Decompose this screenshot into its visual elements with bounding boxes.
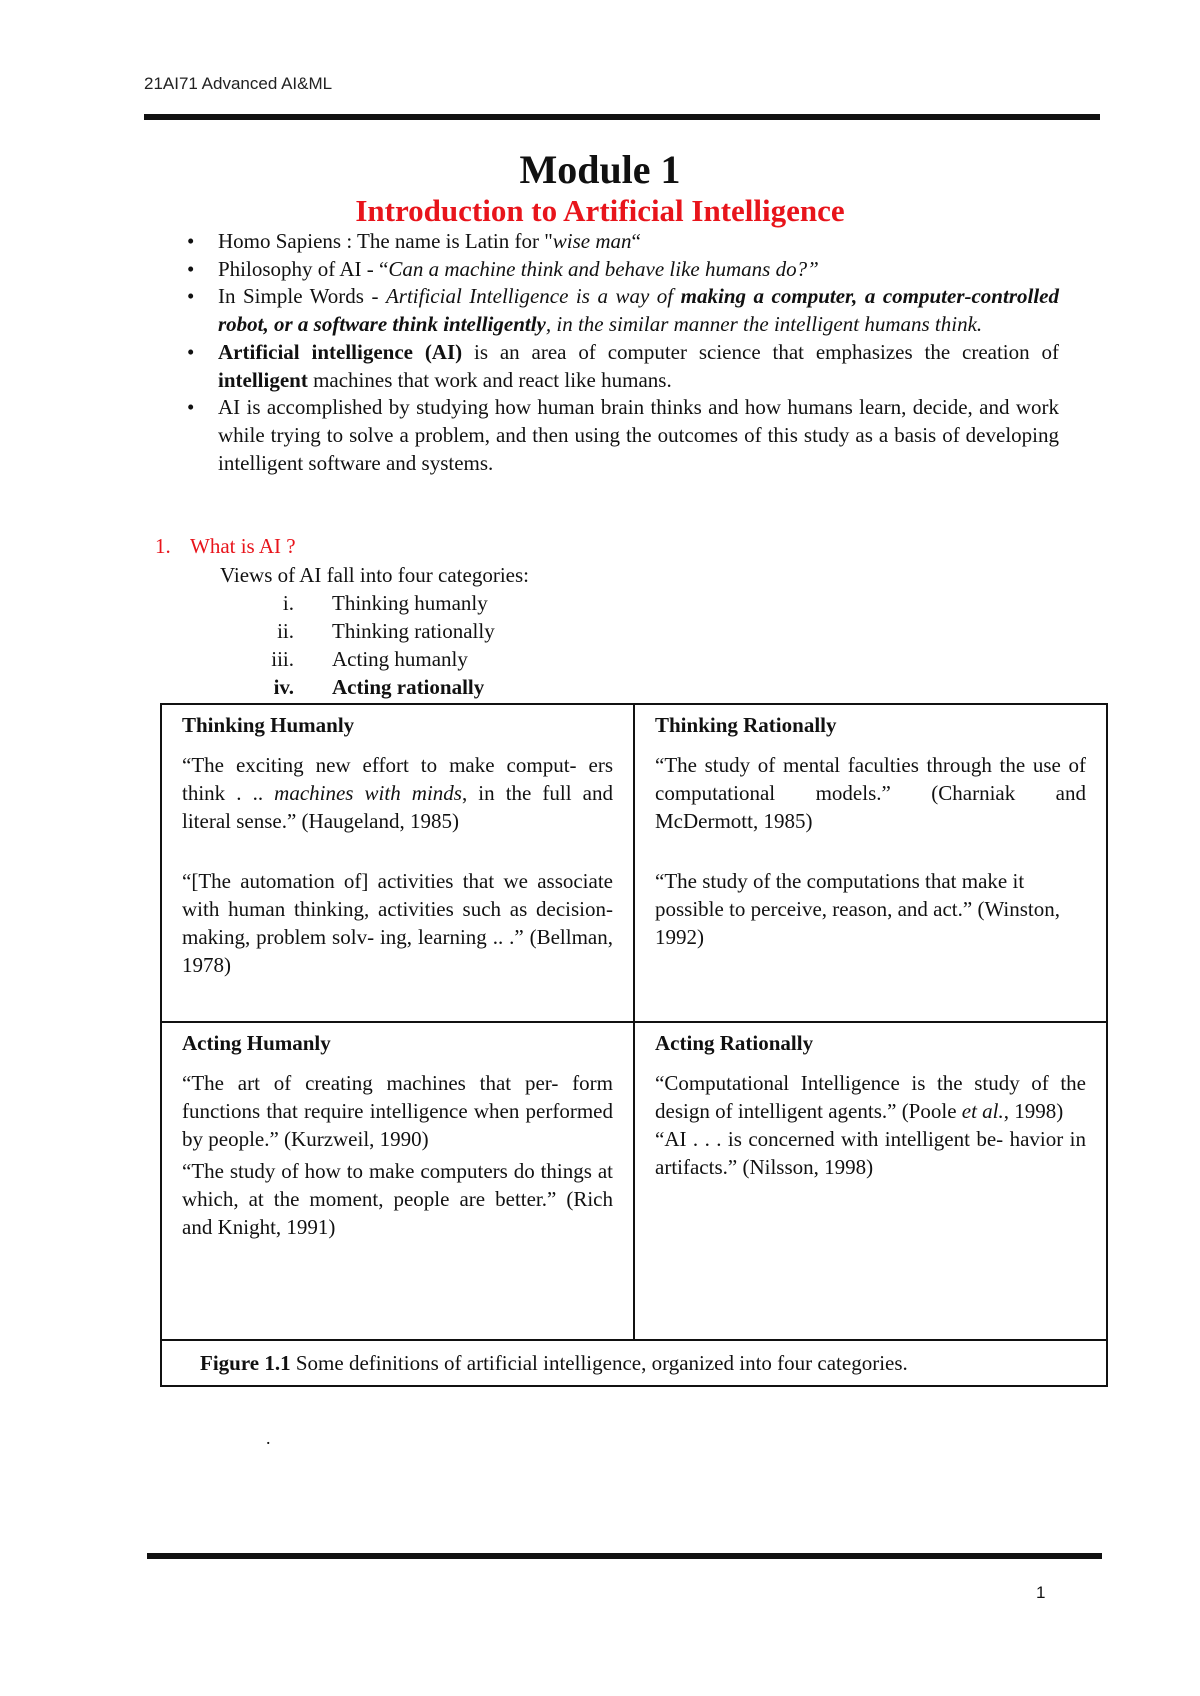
quote: “The study of mental faculties through the use of computational models.” (Charniak and McDermott, 1985) <box>655 753 1086 833</box>
quote: “The art of creating machines that per- form functions that require intelligence when performed by people.” (Kurzweil, 1990) <box>182 1071 613 1151</box>
bullet-philosophy: • Philosophy of AI - “Can a machine think and behave like humans do?” <box>187 256 1059 284</box>
cell-thinking-rationally: Thinking Rationally “The study of mental faculties through the use of computational models.” (Charniak and McDermott, 1985) “The study of the computations that make it possible to perceive, reason, and act.” (Winston, 1992) <box>634 704 1107 1022</box>
quote: “Computational Intelligence is the study of the design of intelligent agents.” (Poole et al., 1998) <box>655 1071 1086 1123</box>
figure-caption: Figure 1.1 Some definitions of artificial intelligence, organized into four categories. <box>161 1340 1107 1386</box>
section-intro: Views of AI fall into four categories: <box>220 563 529 587</box>
running-header: 21AI71 Advanced AI&ML <box>144 74 333 93</box>
quote: “The study of how to make computers do things at which, at the moment, people are better.” (Rich and Knight, 1991) <box>182 1159 613 1239</box>
category-item: ii. Thinking rationally <box>277 619 495 643</box>
quote: “AI . . . is concerned with intelligent be- havior in artifacts.” (Nilsson, 1998) <box>655 1127 1086 1179</box>
category-item: i. Thinking humanly <box>282 591 488 615</box>
cell-acting-humanly: Acting Humanly “The art of creating machines that per- form functions that require intelligence when performed by people.” (Kurzweil, 1990) “The study of how to make computers do things at which, at the moment, people are better.” (Rich and Knight, 1991) <box>161 1022 634 1340</box>
bullet-icon: • <box>187 339 195 364</box>
quote: “The exciting new effort to make comput- ers think . .. machines with minds, in the full and literal sense.” (Haugeland, 1985) <box>182 753 613 833</box>
cell-acting-rationally: Acting Rationally “Computational Intelligence is the study of the design of intelligent agents.” (Poole et al., 1998) “AI . . . is concerned with intelligent be- havior in artifacts.” (Nilsson, 1998) <box>634 1022 1107 1340</box>
page-subtitle: Introduction to Artificial Intelligence <box>355 193 845 228</box>
category-item: iv. Acting rationally <box>273 675 485 699</box>
bullet-icon: • <box>187 256 195 281</box>
category-item: iii. Acting humanly <box>271 647 468 671</box>
quote: “[The automation of] activities that we associate with human thinking, activities such as decision-making, problem solv- ing, learning .. .” (Bellman, 1978) <box>182 869 613 977</box>
intro-bullets <box>187 228 1059 477</box>
ai-definitions-table <box>160 703 1108 1387</box>
stray-mark: . <box>266 1428 271 1448</box>
section-heading: 1. What is AI ? <box>155 534 296 558</box>
bullet-ai-accomplished: • AI is accomplished by studying how human brain thinks and how humans learn, decide, and work while trying to solve a problem, and then using the outcomes of this study as a basis of developing intelligent software and systems. <box>187 395 1059 475</box>
bullet-ai-definition: • Artificial intelligence (AI) is an area of computer science that emphasizes the creation of intelligent machines that work and react like humans. <box>187 339 1059 392</box>
footer-rule <box>147 1553 1102 1559</box>
bullet-simple-words: • In Simple Words - Artificial Intelligence is a way of making a computer, a computer-controlled robot, or a software think intelligently, in the similar manner the intelligent humans think. <box>187 284 1059 337</box>
bullet-homo-sapiens: • Homo Sapiens : The name is Latin for "wise man“ <box>187 228 1059 256</box>
page-title: Module 1 <box>519 147 681 192</box>
bullet-icon: • <box>187 229 195 253</box>
bullet-icon: • <box>187 395 195 420</box>
header-rule <box>144 114 1100 120</box>
cell-thinking-humanly: Thinking Humanly “The exciting new effort to make comput- ers think . .. machines with minds, in the full and literal sense.” (Haugeland, 1985) “[The automation of] activities that we associate with human thinking, activities such as decision-making, problem solv- ing, learning .. .” (Bellman, 1978) <box>161 704 634 1022</box>
bullet-icon: • <box>187 284 195 309</box>
quote: “The study of the computations that make it possible to perceive, reason, and act.” (Winston, 1992) <box>655 869 1061 949</box>
page-number: 1 <box>1036 1583 1046 1602</box>
